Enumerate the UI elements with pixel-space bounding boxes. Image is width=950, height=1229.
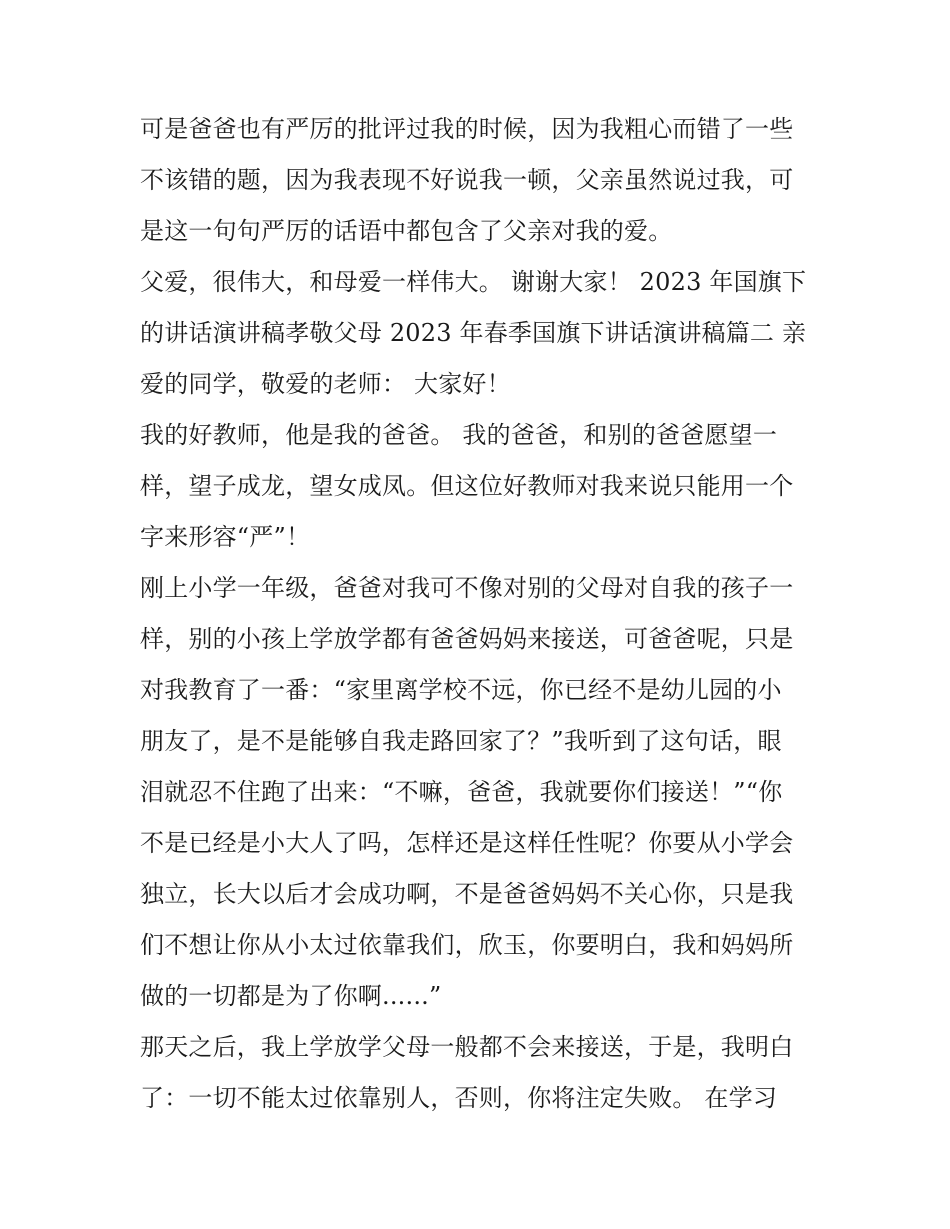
text-line: 那天之后，我上学放学父母一般都不会来接送，于是，我明白 <box>140 1033 794 1061</box>
text-line: 不是已经是小大人了吗，怎样还是这样任性呢？你要从小学会 <box>140 829 794 857</box>
text-line: 可是爸爸也有严厉的批评过我的时候，因为我粗心而错了一些 <box>140 115 794 143</box>
text-line: 的讲话演讲稿孝敬父母 2023 年春季国旗下讲话演讲稿篇二 亲 <box>140 319 807 347</box>
text-line: 了：一切不能太过依靠别人，否则，你将注定失败。 在学习 <box>140 1084 778 1112</box>
text-line: 样，别的小孩上学放学都有爸爸妈妈来接送，可爸爸呢，只是 <box>140 625 794 653</box>
text-line: 我的好教师，他是我的爸爸。 我的爸爸，和别的爸爸愿望一 <box>140 421 778 449</box>
text-line: 朋友了，是不是能够自我走路回家了？”我听到了这句话，眼 <box>140 727 782 755</box>
text-line: 做的一切都是为了你啊......” <box>140 982 442 1010</box>
text-line: 是这一句句严厉的话语中都包含了父亲对我的爱。 <box>140 217 673 245</box>
text-line: 字来形容“严”！ <box>140 523 311 551</box>
text-line: 独立，长大以后才会成功啊，不是爸爸妈妈不关心你，只是我 <box>140 880 794 908</box>
text-line: 不该错的题，因为我表现不好说我一顿，父亲虽然说过我，可 <box>140 166 794 194</box>
text-line: 父爱，很伟大，和母爱一样伟大。 谢谢大家！ 2023 年国旗下 <box>140 268 807 296</box>
text-line: 刚上小学一年级，爸爸对我可不像对别的父母对自我的孩子一 <box>140 574 794 602</box>
text-line: 们不想让你从小太过依靠我们，欣玉，你要明白，我和妈妈所 <box>140 931 794 959</box>
text-line: 样，望子成龙，望女成凤。但这位好教师对我来说只能用一个 <box>140 472 794 500</box>
document-body <box>140 104 815 1124</box>
text-line: 爱的同学，敬爱的老师： 大家好！ <box>140 370 511 398</box>
text-line: 泪就忍不住跑了出来：“不嘛，爸爸，我就要你们接送！”“你 <box>140 778 783 806</box>
text-line: 对我教育了一番：“家里离学校不远，你已经不是幼儿园的小 <box>140 676 782 704</box>
